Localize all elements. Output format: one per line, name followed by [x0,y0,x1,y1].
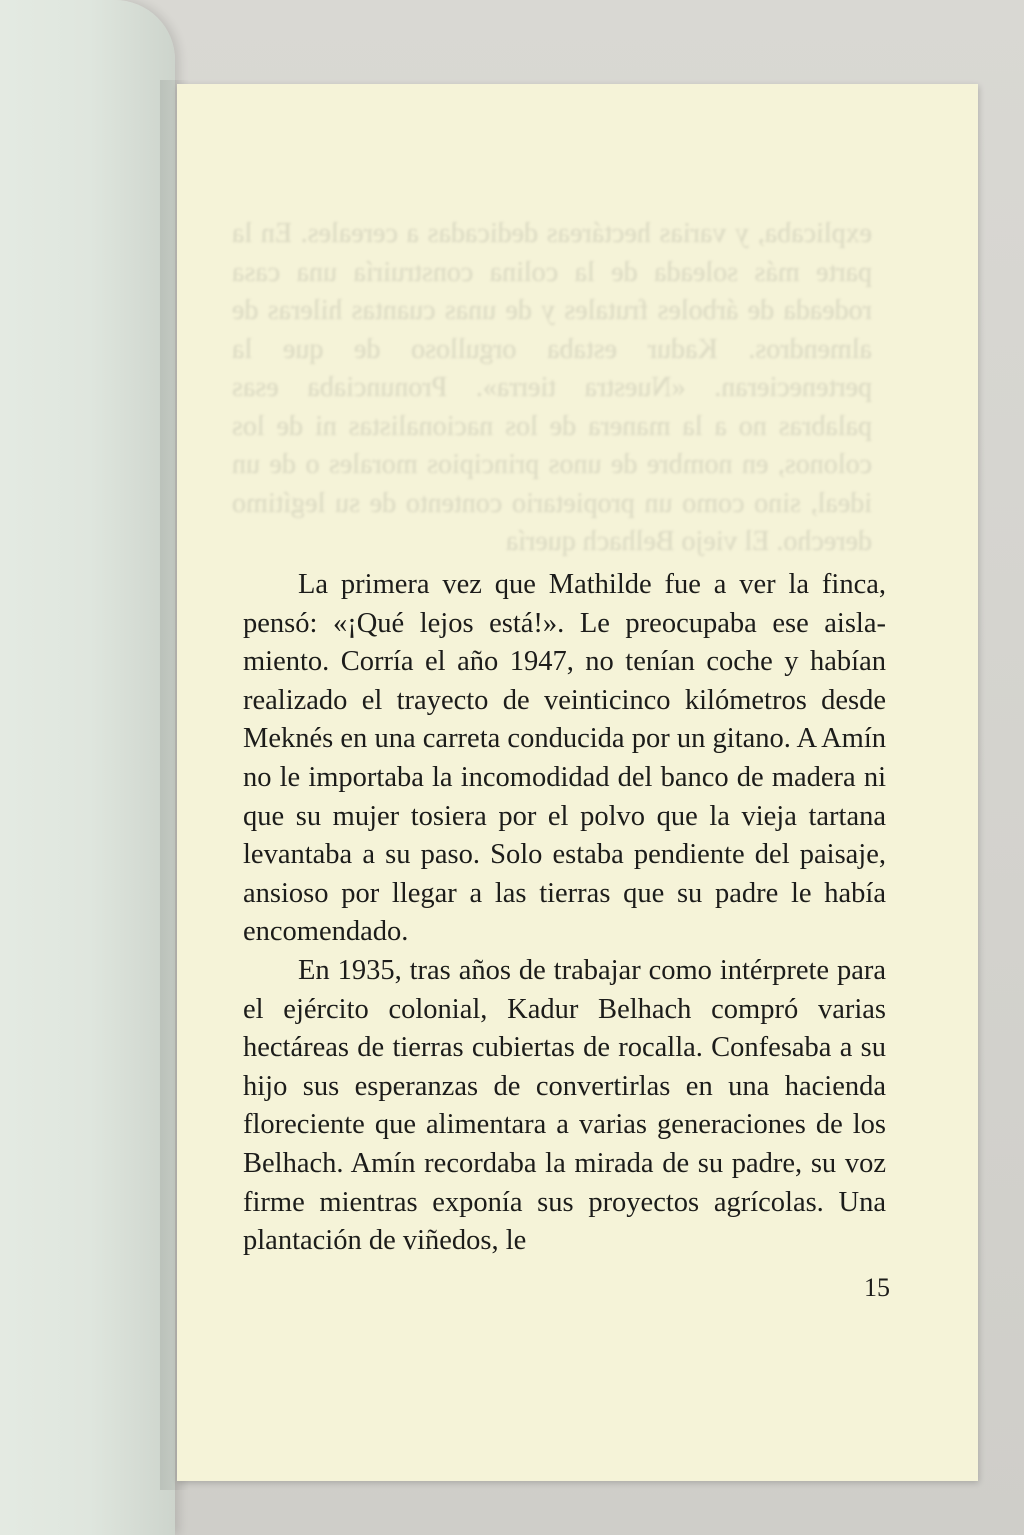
page-body [243,566,886,1261]
show-through-paragraph: explicaba, y varias hectáreas dedicadas a cereales. En la parte más soleada de la colina construiría una casa rodeada de árboles frutales y de unas cuantas hileras de almendros. Kadur estaba orgulloso de que la pertenecieran. «Nuestra tierra». Pronunciaba esas palabras no a la manera de los nacionalistas ni de los colonos, en nombre de unos principios morales o de un ideal, sino como un propietario contento de su legítimo derecho. El viejo Belhach quería [232,218,872,557]
page-number: 15 [864,1273,890,1302]
paragraph-2: En 1935, tras años de trabajar como intérprete para el ejército colonial, Kadur Belhach compró varias hectáreas de tierras cubiertas de rocalla. Confesaba a su hijo sus esperanzas de convertirlas en una hacienda floreciente que alimentara a varias generaciones de los Belhach. Amín recordaba la mirada de su padre, su voz firme mientras exponía sus proyectos agrícolas. Una plantación de viñedos, le [243,954,886,1257]
show-through-text [232,215,872,562]
left-page-edge [0,0,175,1535]
paragraph-1: La primera vez que Mathilde fue a ver la finca, pensó: «¡Qué lejos está!». Le preocupaba ese aislamiento. Corría el año 1947, no tenían coche y habían realizado el trayecto de veinticinco kilómetros desde Meknés en una carreta conducida por un gitano. A Amín no le importaba la incomodidad del banco de madera ni que su mujer tosiera por el polvo que la vieja tartana levantaba a su paso. Solo estaba pendiente del paisaje, ansioso por llegar a las tierras que su padre le había encomendado. [243,569,886,948]
